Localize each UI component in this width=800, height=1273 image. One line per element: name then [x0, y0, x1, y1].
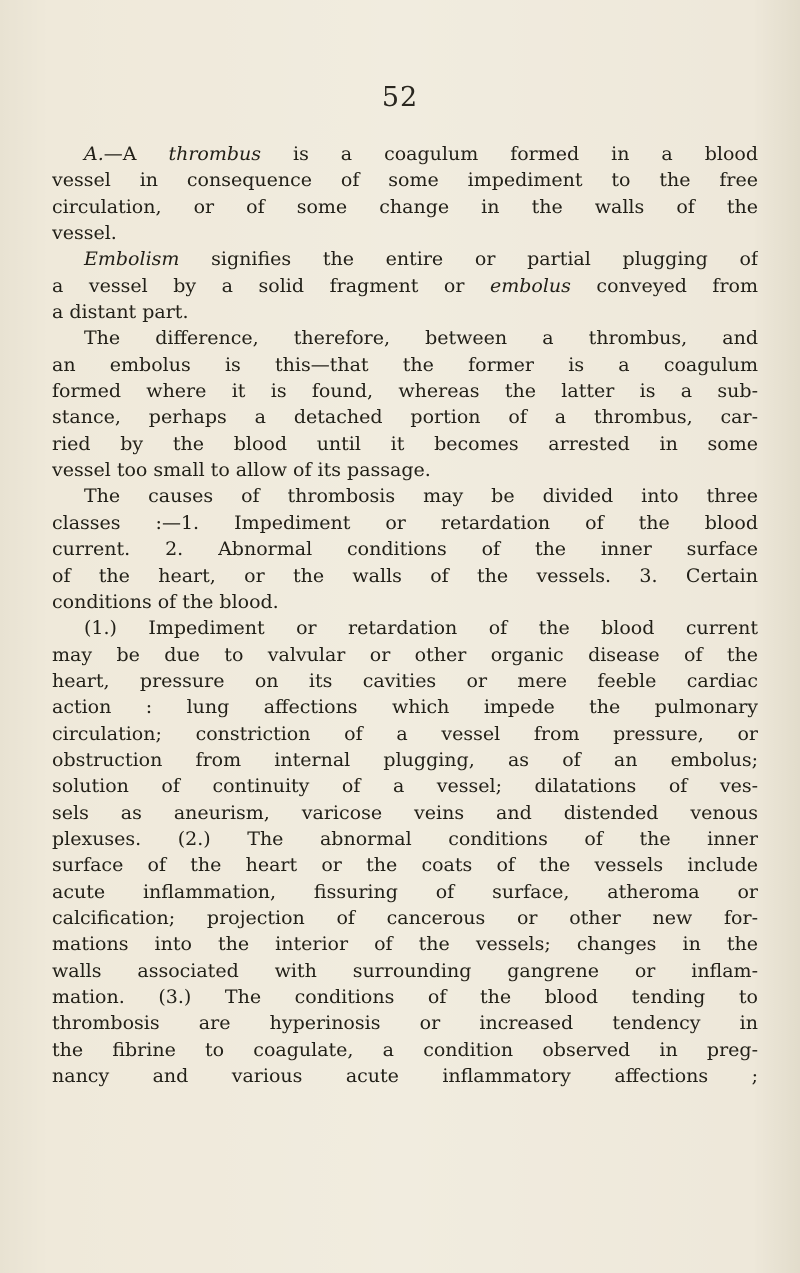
text-run: heart, pressure on its cavities or mere feeble cardiac: [52, 669, 758, 692]
text-run: mations into the interior of the vessels; changes in the: [52, 933, 758, 956]
text-run: solution of continuity of a vessel; dilatations of ves-: [52, 775, 758, 798]
text-line: [52, 299, 758, 325]
text-line: [52, 563, 758, 589]
text-run: an embolus is this—that the former is a coagulum: [52, 353, 758, 376]
text-line: [52, 747, 758, 773]
text-line: [52, 431, 758, 457]
text-run: signifies the entire or partial plugging of: [179, 248, 758, 271]
text-run: vessel.: [52, 222, 117, 245]
text-run: is a coagulum formed in a blood: [261, 143, 758, 165]
text-line: [52, 220, 758, 246]
text-run: action : lung affections which impede the pulmonary: [52, 696, 758, 719]
italic-term: A.: [84, 143, 104, 165]
text-line: [52, 905, 758, 931]
text-run: thrombosis are hyperinosis or increased tendency in: [52, 1012, 758, 1035]
text-run: formed where it is found, whereas the latter is a sub-: [52, 380, 758, 403]
text-run: circulation, or of some change in the walls of the: [52, 195, 758, 218]
text-run: ried by the blood until it becomes arrested in some: [52, 432, 758, 455]
text-line: [52, 536, 758, 562]
text-line: [52, 325, 758, 351]
text-line: [52, 642, 758, 668]
text-line: [52, 1063, 758, 1089]
text-run: conditions of the blood.: [52, 590, 279, 613]
text-run: walls associated with surrounding gangrene or inflam-: [52, 959, 758, 982]
text-run: vessel too small to allow of its passage.: [52, 459, 431, 482]
text-line: [52, 457, 758, 483]
paragraph-difference: [52, 325, 758, 483]
page-number: 52: [381, 82, 419, 113]
text-run: a distant part.: [52, 301, 189, 324]
text-line: [52, 510, 758, 536]
text-line: [52, 721, 758, 747]
text-run: stance, perhaps a detached portion of a thrombus, car-: [52, 406, 758, 429]
text-run: —A: [103, 143, 169, 165]
text-run: the fibrine to coagulate, a condition observed in preg-: [52, 1038, 758, 1061]
text-line: [52, 378, 758, 404]
text-line: [52, 1037, 758, 1063]
text-run: acute inflammation, fissuring of surface, atheroma or: [52, 880, 758, 903]
text-line: [52, 800, 758, 826]
text-line: [52, 773, 758, 799]
text-run: classes :—1. Impediment or retardation of the blood: [52, 511, 758, 534]
text-run: current. 2. Abnormal conditions of the inner surface: [52, 538, 758, 561]
paragraph-definition-embolism: [52, 246, 758, 325]
text-line: [52, 668, 758, 694]
text-line: [52, 958, 758, 984]
text-run: conveyed from: [570, 274, 758, 297]
paragraph-details: [52, 615, 758, 1089]
text-run: nancy and various acute inflammatory affections ;: [52, 1065, 758, 1088]
text-line: [52, 879, 758, 905]
text-run: calcification; projection of cancerous or other new for-: [52, 906, 758, 929]
text-run: circulation; constriction of a vessel from pressure, or: [52, 722, 758, 745]
text-line: [52, 483, 758, 509]
body-text: [52, 141, 758, 1089]
text-line: [52, 615, 758, 641]
text-run: of the heart, or the walls of the vessels. 3. Certain: [52, 564, 758, 587]
text-run: a vessel by a solid fragment or: [52, 274, 490, 297]
italic-term: embolus: [489, 274, 571, 297]
text-run: (1.) Impediment or retardation of the blood current: [84, 617, 758, 640]
text-line: [52, 852, 758, 878]
text-run: The causes of thrombosis may be divided into three: [84, 485, 758, 508]
text-line: [52, 273, 758, 299]
text-run: mation. (3.) The conditions of the blood tending to: [52, 986, 758, 1008]
italic-term: Embolism: [84, 248, 180, 271]
italic-term: thrombus: [168, 143, 262, 165]
text-line: [52, 141, 758, 167]
text-run: The difference, therefore, between a thrombus, and: [84, 327, 758, 350]
text-line: [52, 694, 758, 720]
text-line: [52, 167, 758, 193]
text-line: [52, 246, 758, 272]
text-line: [52, 931, 758, 957]
text-run: plexuses. (2.) The abnormal conditions of the inner: [52, 827, 758, 850]
paragraph-definition-thrombus: [52, 141, 758, 246]
text-line: [52, 984, 758, 1010]
text-line: [52, 404, 758, 430]
text-line: [52, 589, 758, 615]
text-line: [52, 826, 758, 852]
text-line: [52, 1010, 758, 1036]
text-run: sels as aneurism, varicose veins and distended venous: [52, 801, 758, 824]
text-run: may be due to valvular or other organic disease of the: [52, 643, 758, 666]
text-run: vessel in consequence of some impediment to the free: [52, 169, 758, 192]
text-line: [52, 194, 758, 220]
text-run: obstruction from internal plugging, as of an embolus;: [52, 748, 758, 771]
text-run: surface of the heart or the coats of the vessels include: [52, 854, 758, 877]
paragraph-causes: [52, 483, 758, 615]
text-line: [52, 352, 758, 378]
